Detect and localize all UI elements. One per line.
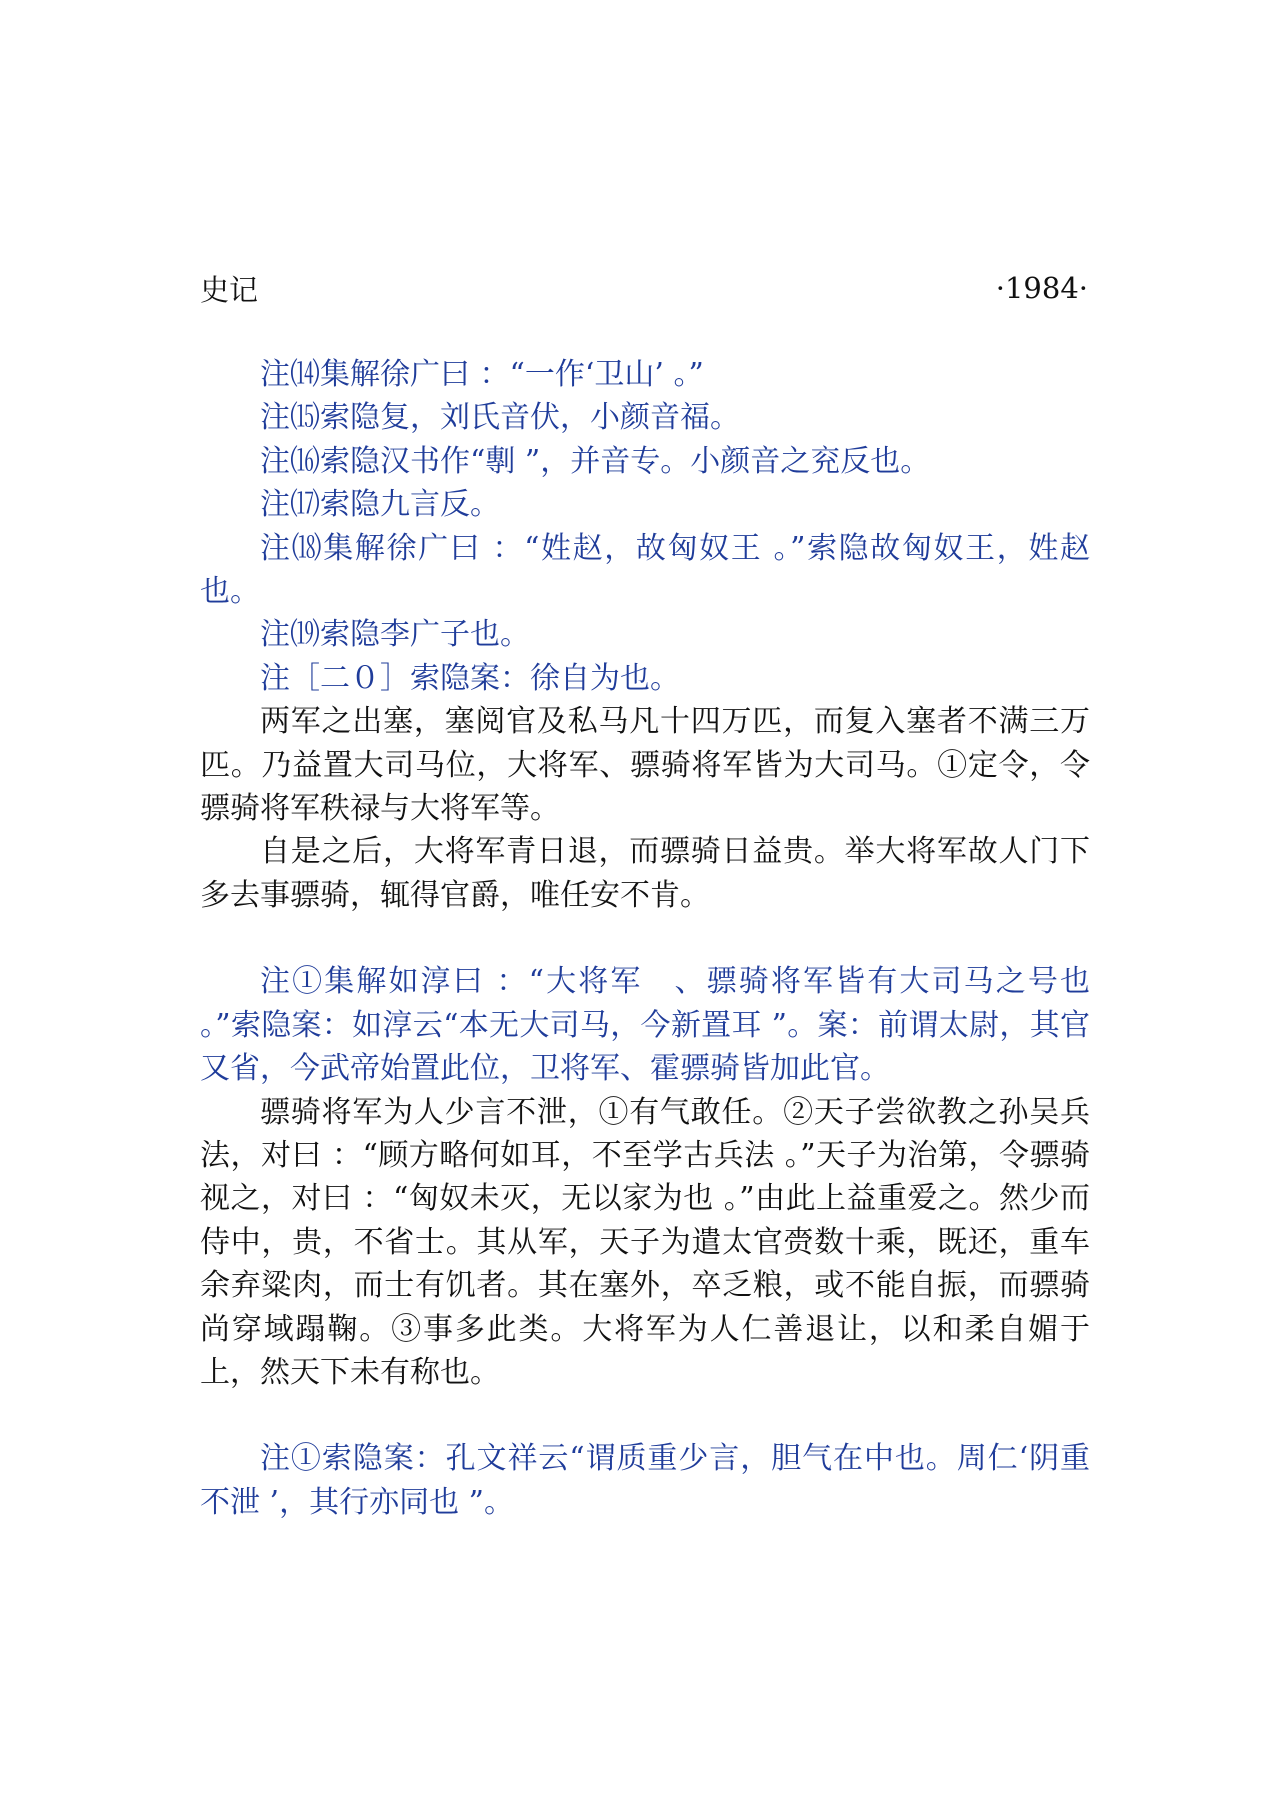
body-paragraph: 两军之出塞，塞阅官及私马凡十四万匹，而复入塞者不满三万匹。乃益置大司马位，大将军、骠骑将军皆为大司马。①定令，令骠骑将军秩禄与大将军等。 — [200, 704, 1090, 827]
body-paragraph: 骠骑将军为人少言不泄，①有气敢任。②天子尝欲教之孙吴兵法，对曰 ：“顾方略何如耳，不至学古兵法 。”天子为治第，令骠骑视之，对曰 ：“匈奴未灭，无以家为也 。”由此上益重爱之。然少而侍中，贵，不省士。其从军，天子为遣太官赍数十乘，既还，重车余弃粱肉，而士有饥者。其在塞外，卒乏粮，或不能自振，而骠骑尚穿域蹋鞠。③事多此类。大将军为人仁善退让，以和柔自媚于上，然天下未有称也。 — [200, 1094, 1090, 1390]
page-body — [200, 353, 1090, 1524]
note-19: 注⒆索隐李广子也。 — [260, 617, 530, 653]
note-14: 注⒁集解徐广曰 ：“一作‘卫山’ 。” — [260, 357, 704, 392]
note-paragraph: 注①索隐案：孔文祥云“谓质重少言，胆气在中也。周仁‘阴重不泄 ’，其行亦同也 ”。 — [200, 1441, 1090, 1520]
page-header — [200, 268, 1088, 308]
body-paragraph: 自是之后，大将军青日退，而骠骑日益贵。举大将军故人门下多去事骠骑，辄得官爵，唯任安不肯。 — [200, 834, 1090, 913]
note-paragraph: 注①集解如淳曰 ：“大将军 、骠骑将军皆有大司马之号也 。”索隐案：如淳云“本无大司马，今新置耳 ”。案：前谓太尉，其官又省，今武帝始置此位，卫将军、霍骠骑皆加此官。 — [200, 964, 1090, 1087]
book-title: 史记 — [200, 272, 259, 307]
section-gap — [200, 1394, 1090, 1437]
section-gap — [200, 917, 1090, 960]
note-17: 注⒄索隐九言反。 — [260, 487, 500, 523]
note-15: 注⒂索隐复，刘氏音伏，小颜音福。 — [260, 400, 740, 436]
page-number: ·1984· — [995, 271, 1088, 305]
note-20: 注［二０］索隐案：徐自为也。 — [260, 660, 680, 696]
note-16: 注⒃索隐汉书作“剸 ”，并音专。小颜音之兖反也。 — [260, 443, 931, 479]
note-18: 注⒅集解徐广曰 ：“姓赵，故匈奴王 。”索隐故匈奴王，姓赵也。 — [200, 530, 1090, 610]
